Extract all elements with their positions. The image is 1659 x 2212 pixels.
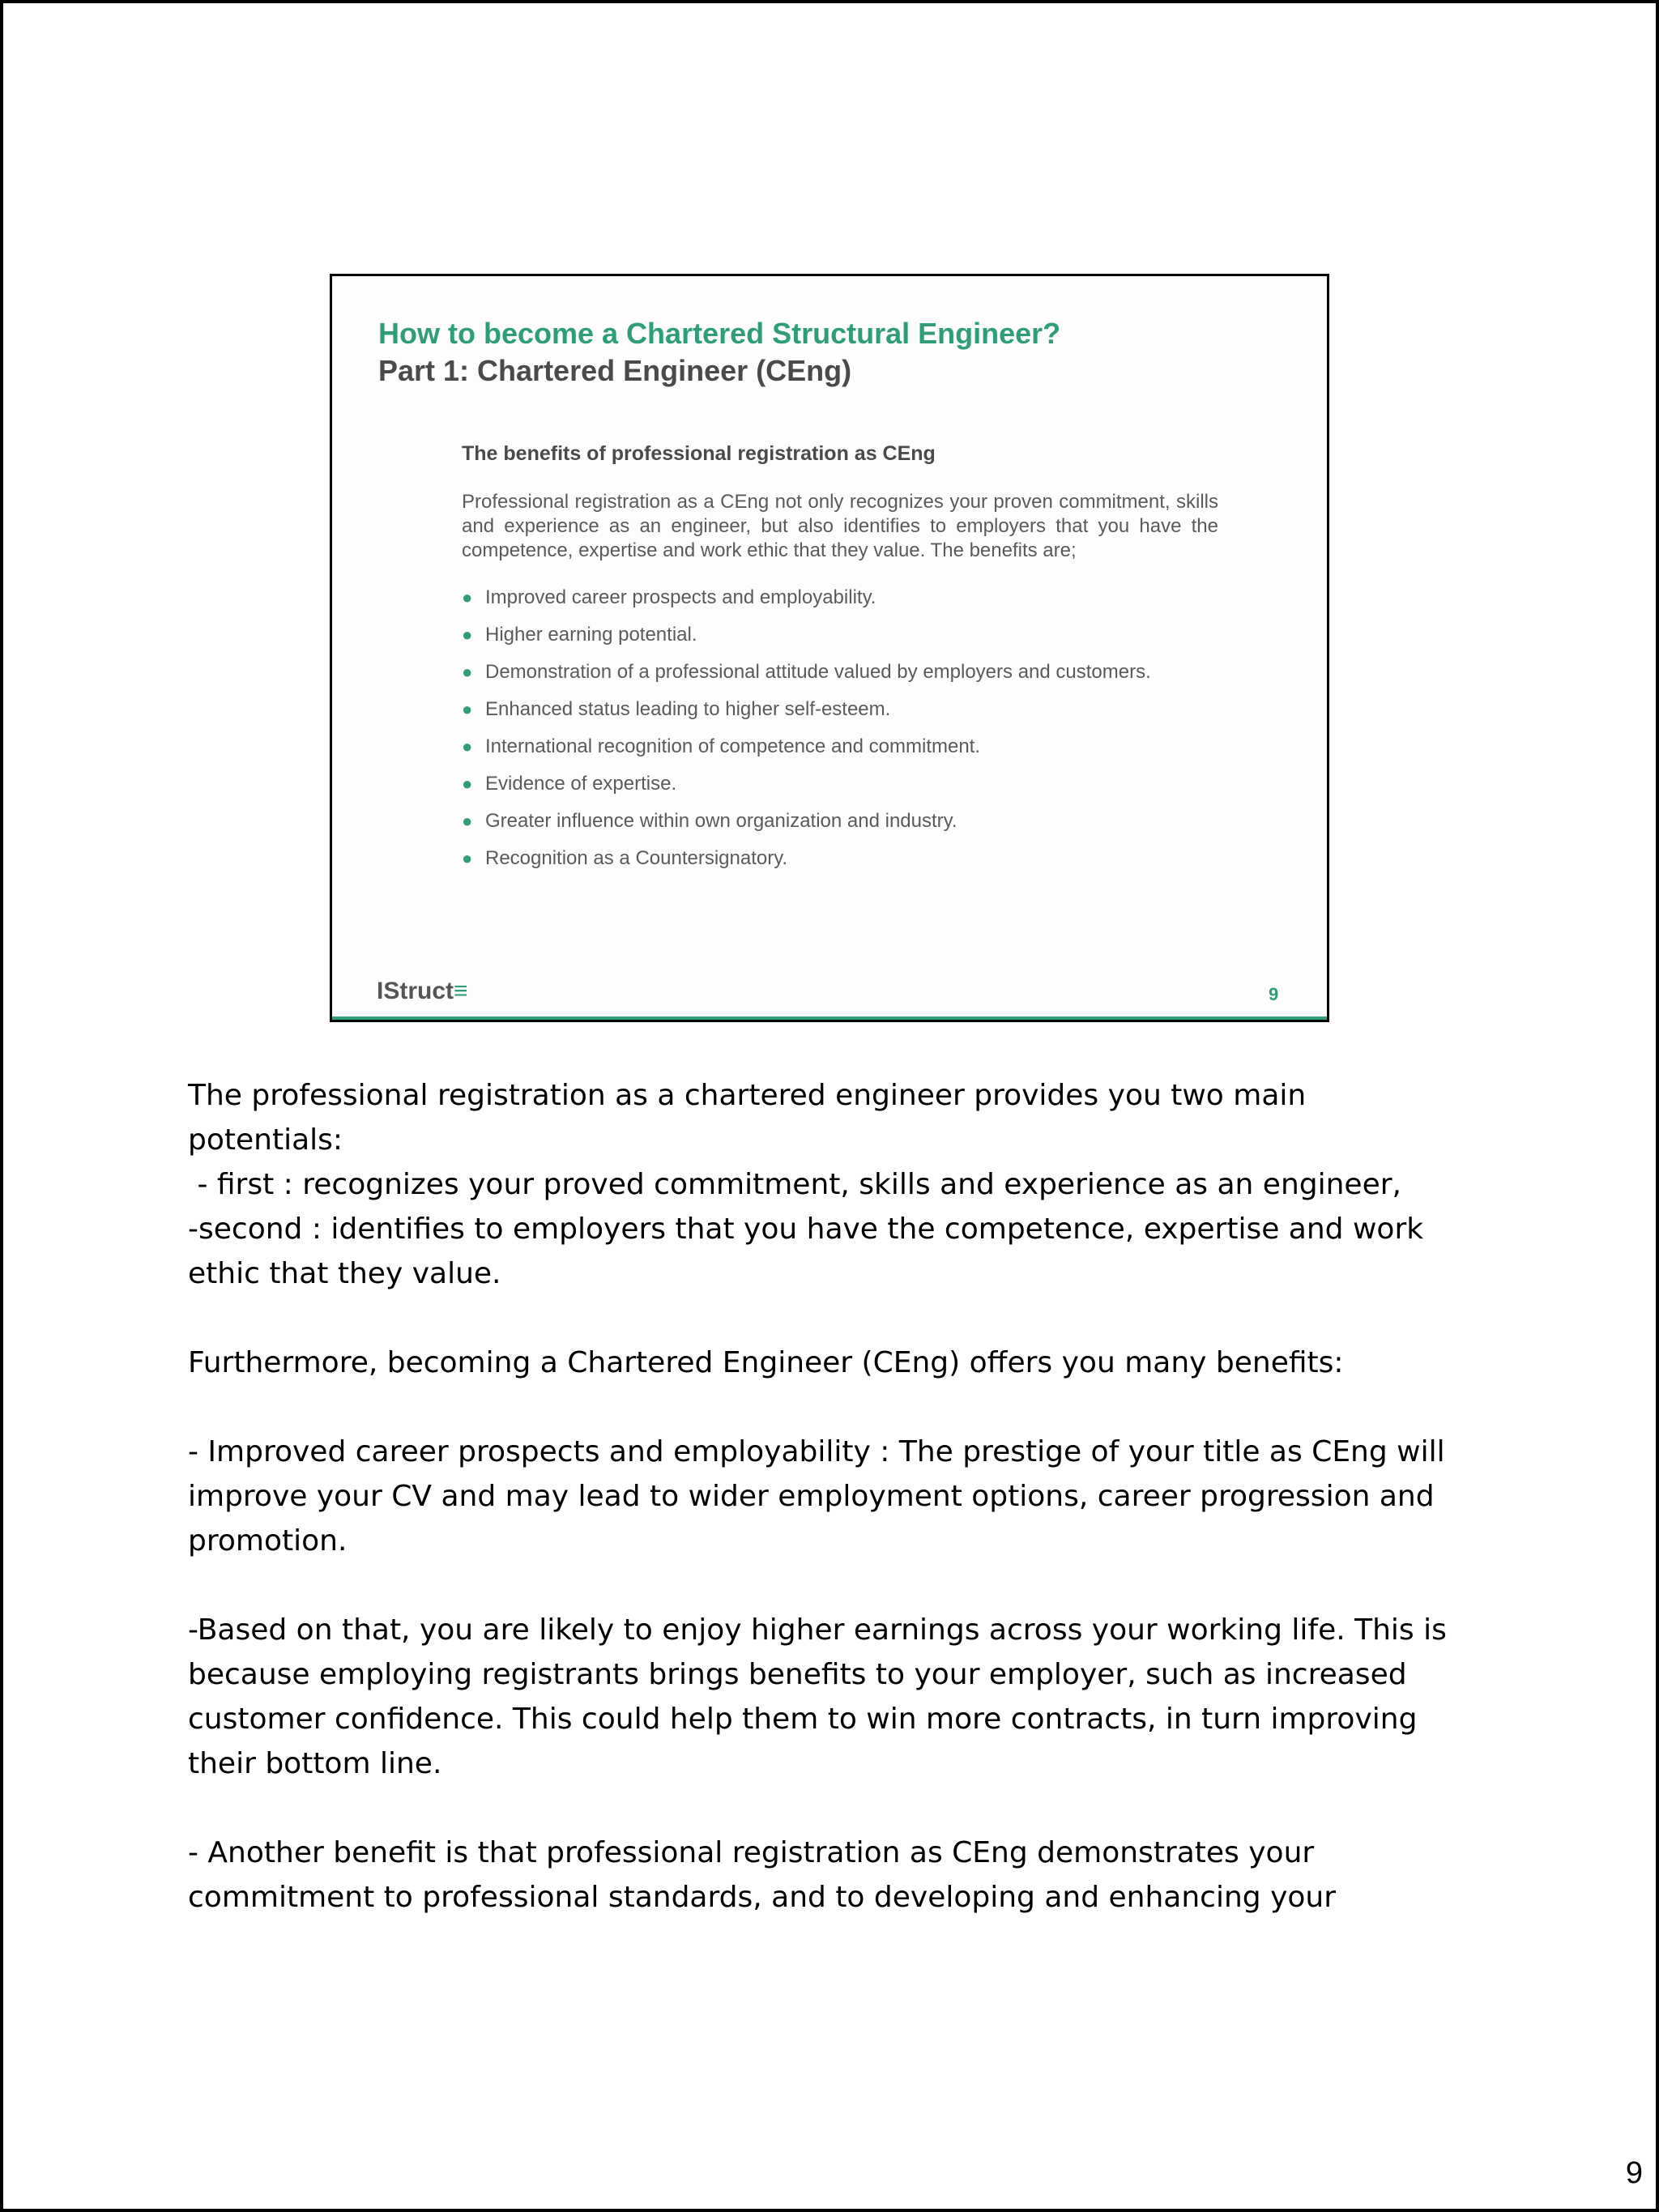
list-item: [462, 691, 1218, 728]
logo-text: IStruct: [377, 978, 454, 1004]
notes-line: their bottom line.: [188, 1747, 442, 1780]
list-item: [462, 654, 1218, 691]
slide-heading: The benefits of professional registration as CEng: [462, 442, 936, 465]
slide-paragraph: Professional registration as a CEng not only recognizes your proven commitment, skills and experience as an engineer, but also identifies to employers that you have the competence, expertise and work ethic that they value. The benefits are;: [462, 491, 1218, 561]
bullet-icon: ●: [462, 811, 473, 831]
bullet-icon: ●: [462, 736, 473, 757]
istructe-logo: [377, 978, 468, 1005]
page-number: 9: [1625, 2156, 1643, 2190]
notes-line: potentials:: [188, 1123, 343, 1157]
list-item-text: Evidence of expertise.: [485, 773, 677, 795]
notes-line: - first : recognizes your proved commitment, skills and experience as an engineer,: [188, 1168, 1401, 1201]
list-item-text: Improved career prospects and employability.: [485, 586, 876, 608]
logo-mark-icon: ≡: [454, 978, 468, 1004]
notes-line: promotion.: [188, 1524, 348, 1558]
slide-subtitle: Part 1: Chartered Engineer (CEng): [378, 354, 852, 387]
benefits-list: [462, 579, 1218, 877]
slide-number: 9: [1269, 984, 1279, 1004]
speaker-notes: [188, 1073, 1484, 1920]
bullet-icon: ●: [462, 848, 473, 868]
paragraph-gap: [188, 1786, 1484, 1831]
bullet-icon: ●: [462, 624, 473, 645]
bullet-icon: ●: [462, 774, 473, 794]
bullet-icon: ●: [462, 662, 473, 682]
list-item-text: Enhanced status leading to higher self-esteem.: [485, 698, 891, 720]
slide-body: [462, 442, 1218, 877]
list-item: [462, 728, 1218, 765]
notes-line: - Improved career prospects and employability : The prestige of your title as CEng will: [188, 1435, 1445, 1468]
slide-title: How to become a Chartered Structural Engineer?: [378, 317, 1061, 350]
notes-line: ethic that they value.: [188, 1257, 501, 1290]
paragraph-gap: [188, 1296, 1484, 1340]
list-item: [462, 616, 1218, 654]
bullet-icon: ●: [462, 587, 473, 607]
notes-line: -Based on that, you are likely to enjoy higher earnings across your working life. This is: [188, 1613, 1447, 1647]
slide-thumbnail: [330, 274, 1329, 1022]
list-item-text: Demonstration of a professional attitude valued by employers and customers.: [485, 661, 1151, 683]
notes-line: improve your CV and may lead to wider employment options, career progression and: [188, 1480, 1435, 1513]
slide-bottom-rule: [332, 1016, 1327, 1020]
notes-line: because employing registrants brings benefits to your employer, such as increased: [188, 1658, 1407, 1691]
list-item: [462, 765, 1218, 803]
bullet-icon: ●: [462, 699, 473, 719]
list-item-text: Higher earning potential.: [485, 624, 697, 646]
list-item-text: Greater influence within own organization and industry.: [485, 810, 957, 832]
notes-line: Furthermore, becoming a Chartered Engineer (CEng) offers you many benefits:: [188, 1346, 1344, 1379]
paragraph-gap: [188, 1385, 1484, 1430]
paragraph-gap: [188, 1563, 1484, 1608]
notes-line: - Another benefit is that professional registration as CEng demonstrates your: [188, 1836, 1315, 1869]
notes-line: -second : identifies to employers that you have the competence, expertise and work: [188, 1213, 1424, 1246]
list-item: [462, 579, 1218, 616]
list-item-text: International recognition of competence and commitment.: [485, 735, 981, 757]
list-item: [462, 840, 1218, 877]
notes-line: customer confidence. This could help them to win more contracts, in turn improving: [188, 1703, 1418, 1736]
list-item: [462, 803, 1218, 840]
notes-line: commitment to professional standards, and to developing and enhancing your: [188, 1881, 1337, 1914]
list-item-text: Recognition as a Countersignatory.: [485, 847, 788, 869]
notes-line: The professional registration as a chartered engineer provides you two main: [188, 1079, 1307, 1112]
